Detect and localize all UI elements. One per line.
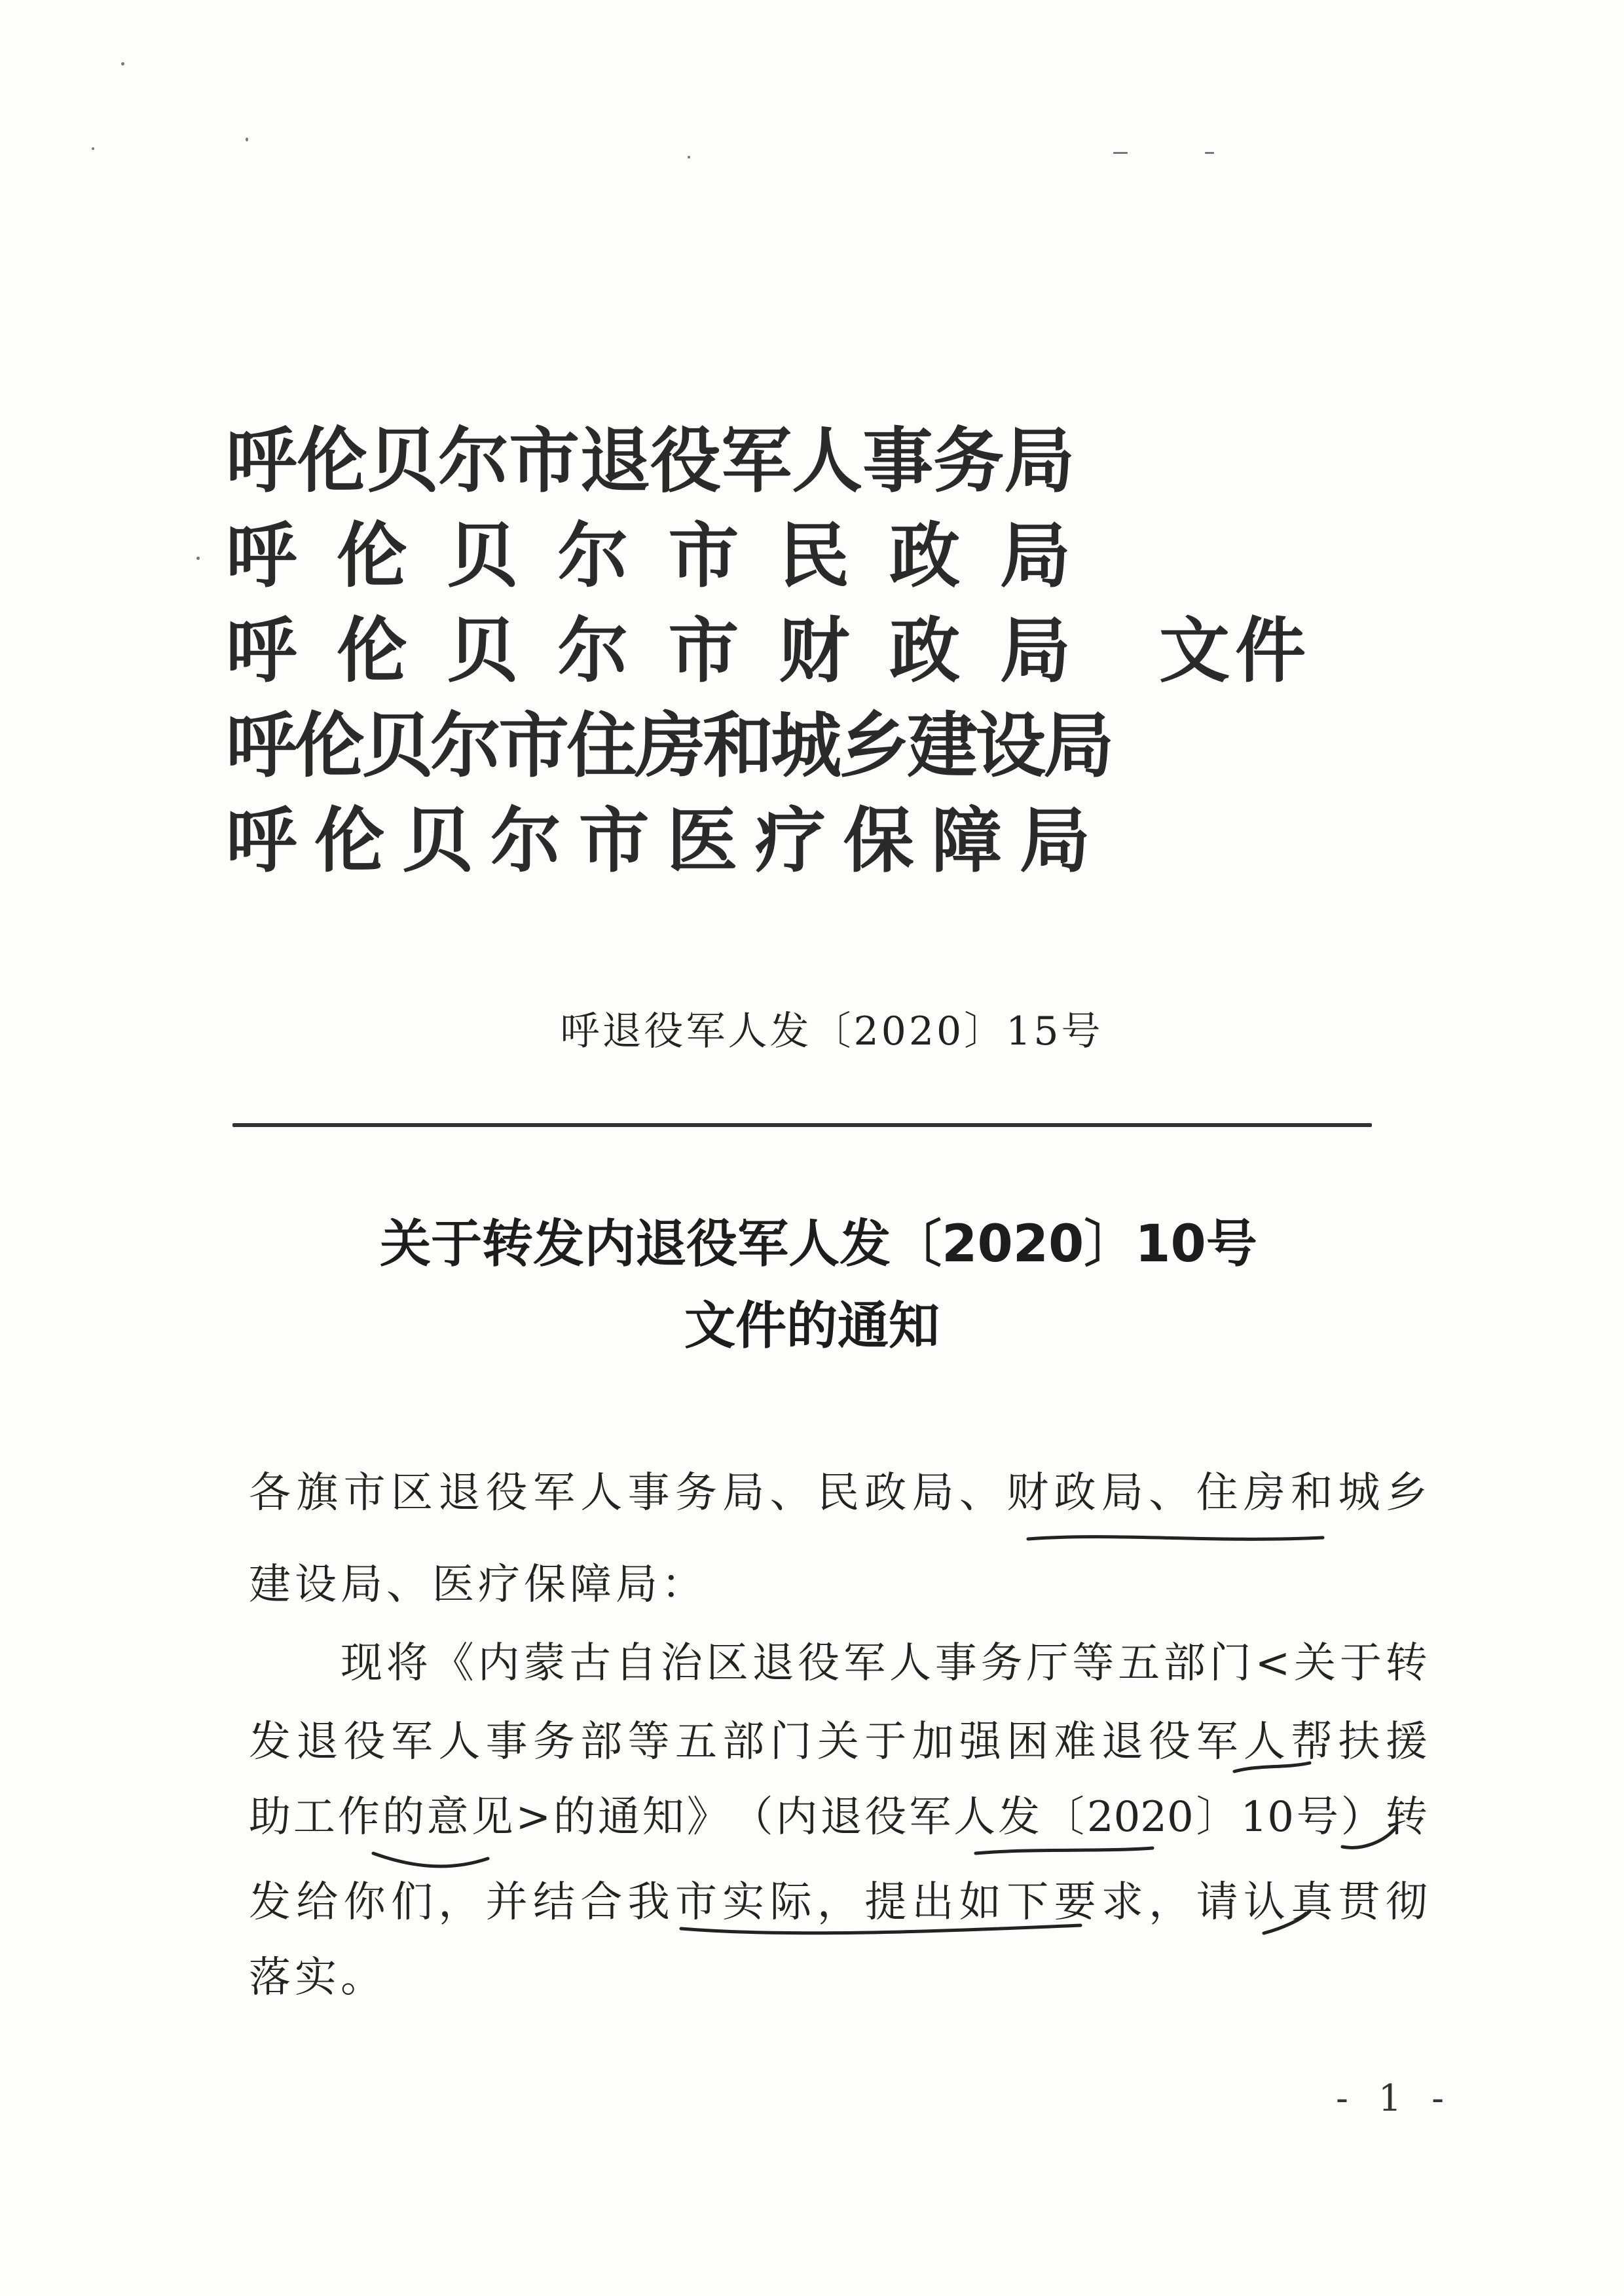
glyph: 伦 — [297, 420, 368, 502]
pen-underline — [373, 1853, 488, 1866]
glyph: 蒙 — [523, 1639, 566, 1688]
glyph: 障 — [931, 800, 1003, 882]
glyph: 治 — [660, 1639, 703, 1688]
glyph: 军 — [1196, 1718, 1238, 1766]
glyph: 乡 — [839, 705, 908, 787]
glyph: 财 — [1006, 1469, 1049, 1517]
glyph: 市 — [578, 800, 650, 882]
glyph: 人 — [953, 1793, 996, 1842]
glyph: 五 — [1118, 1639, 1160, 1688]
glyph: 役 — [798, 1639, 840, 1688]
glyph: 强 — [959, 1718, 1001, 1766]
glyph: （ — [731, 1793, 773, 1842]
glyph: 于 — [1339, 1639, 1382, 1688]
glyph: 乡 — [1385, 1469, 1428, 1517]
glyph: 于 — [864, 1718, 907, 1766]
document-title-line-1: 关于转发内退役军人发〔2020〕10号 — [380, 1215, 1257, 1274]
glyph: 帮 — [1291, 1718, 1333, 1766]
header-divider-line — [232, 1123, 1372, 1127]
glyph: < — [1255, 1639, 1291, 1688]
glyph: 局 — [999, 515, 1071, 597]
glyph: 役 — [650, 420, 722, 502]
glyph: 、 — [1149, 1469, 1191, 1517]
glyph: 市 — [498, 705, 567, 787]
glyph: 务 — [980, 1639, 1023, 1688]
glyph: 旗 — [296, 1469, 339, 1517]
glyph: 役 — [485, 1469, 528, 1517]
glyph: 退 — [752, 1639, 794, 1688]
glyph: 局 — [1101, 1469, 1143, 1517]
glyph: 下 — [1006, 1878, 1049, 1927]
pen-underline — [1028, 1537, 1323, 1540]
glyph: ， — [438, 1878, 481, 1927]
glyph: 结 — [532, 1878, 575, 1927]
glyph: 提 — [864, 1878, 907, 1927]
glyph: 呼 — [226, 800, 297, 882]
glyph: 区 — [390, 1469, 433, 1517]
glyph: 伦 — [336, 610, 407, 692]
glyph: 伦 — [336, 515, 407, 597]
glyph: 扶 — [1338, 1718, 1380, 1766]
glyph: 役 — [864, 1793, 907, 1842]
scan-speck — [92, 147, 94, 150]
glyph: 呼 — [226, 610, 297, 692]
glyph: 住 — [566, 705, 635, 787]
glyph: 彻 — [1385, 1878, 1428, 1927]
glyph: 军 — [390, 1718, 433, 1766]
glyph: 房 — [1243, 1469, 1285, 1517]
glyph: 尔 — [557, 610, 629, 692]
glyph: 民 — [817, 1469, 859, 1517]
glyph: 市 — [509, 420, 580, 502]
glyph: 市 — [343, 1469, 386, 1517]
glyph: 退 — [820, 1793, 862, 1842]
glyph: 将 — [386, 1639, 428, 1688]
glyph: 事 — [862, 420, 934, 502]
glyph: 际 — [769, 1878, 812, 1927]
glyph: 政 — [889, 610, 961, 692]
glyph: 你 — [343, 1878, 386, 1927]
glyph: 厅 — [1026, 1639, 1069, 1688]
glyph: 转 — [1385, 1639, 1428, 1688]
glyph: 作 — [337, 1793, 380, 1842]
glyph: 门 — [1209, 1639, 1251, 1688]
glyph: 发 — [998, 1793, 1041, 1842]
glyph: 2020 — [1086, 1793, 1194, 1842]
glyph: 市 — [668, 610, 739, 692]
glyph: 民 — [779, 515, 850, 597]
glyph: > — [515, 1793, 551, 1842]
glyph: 通 — [597, 1793, 640, 1842]
glyph: 贝 — [362, 705, 431, 787]
glyph: 部 — [1163, 1639, 1206, 1688]
glyph: 尔 — [490, 800, 561, 882]
glyph: 要 — [1054, 1878, 1096, 1927]
glyph: 务 — [674, 1469, 717, 1517]
glyph: 10 — [1240, 1793, 1294, 1842]
glyph: 医 — [667, 800, 738, 882]
document-title-line-2: 文件的通知 — [684, 1297, 940, 1356]
glyph: 军 — [843, 1639, 886, 1688]
glyph: 退 — [296, 1718, 339, 1766]
document-number: 呼退役军人发〔2020〕15号 — [560, 1009, 1103, 1054]
glyph: ） — [1340, 1793, 1383, 1842]
paragraph-line — [341, 1634, 1428, 1693]
paragraph-line — [249, 1873, 1428, 1932]
glyph: 内 — [775, 1793, 818, 1842]
glyph: 内 — [477, 1639, 520, 1688]
glyph: 实 — [722, 1878, 765, 1927]
glyph: ， — [817, 1878, 859, 1927]
glyph: 并 — [485, 1878, 528, 1927]
glyph: 意 — [426, 1793, 469, 1842]
glyph: 贝 — [367, 420, 439, 502]
glyph: 号 — [1296, 1793, 1338, 1842]
glyph: 求 — [1101, 1878, 1143, 1927]
glyph: 军 — [721, 420, 792, 502]
glyph: 认 — [1243, 1878, 1285, 1927]
glyph: 房 — [635, 705, 703, 787]
glyph: 关 — [1294, 1639, 1337, 1688]
glyph: 人 — [438, 1718, 481, 1766]
issuer-line — [226, 704, 1112, 789]
paragraph-line: 落实。 — [249, 1953, 386, 2002]
glyph: 役 — [1149, 1718, 1191, 1766]
glyph: ， — [1149, 1878, 1191, 1927]
glyph: 合 — [580, 1878, 623, 1927]
glyph: 役 — [343, 1718, 386, 1766]
scan-speck — [196, 557, 200, 560]
glyph: 事 — [934, 1639, 977, 1688]
glyph: 工 — [293, 1793, 335, 1842]
addressee-line-1 — [249, 1464, 1428, 1523]
glyph: 局 — [1019, 800, 1090, 882]
glyph: 事 — [485, 1718, 528, 1766]
glyph: 务 — [532, 1718, 575, 1766]
glyph: 的 — [382, 1793, 424, 1842]
document-type-label: 文件 — [1159, 610, 1312, 692]
glyph: 政 — [1054, 1469, 1096, 1517]
glyph: 伦 — [294, 705, 363, 787]
scan-speck — [1113, 152, 1128, 154]
issuer-line — [226, 514, 1071, 599]
pen-underline — [976, 1848, 1153, 1853]
glyph: 呼 — [226, 705, 295, 787]
glyph: 贝 — [447, 610, 518, 692]
glyph: 市 — [668, 515, 739, 597]
glyph: 和 — [1291, 1469, 1333, 1517]
scan-speck — [246, 138, 248, 141]
glyph: 财 — [779, 610, 850, 692]
glyph: 真 — [1291, 1878, 1333, 1927]
glyph: 尔 — [430, 705, 499, 787]
glyph: 呼 — [226, 515, 297, 597]
scan-speck — [688, 156, 690, 158]
glyph: 务 — [933, 420, 1005, 502]
glyph: 市 — [674, 1878, 717, 1927]
issuer-line — [226, 799, 1090, 884]
glyph: 局 — [1004, 420, 1075, 502]
glyph: 人 — [889, 1639, 931, 1688]
glyph: 政 — [889, 515, 961, 597]
glyph: 军 — [909, 1793, 951, 1842]
glyph: 保 — [843, 800, 914, 882]
glyph: 门 — [769, 1718, 812, 1766]
glyph: 古 — [569, 1639, 612, 1688]
glyph: 困 — [1006, 1718, 1049, 1766]
glyph: 事 — [627, 1469, 670, 1517]
glyph: 转 — [1385, 1793, 1428, 1842]
glyph: 助 — [249, 1793, 291, 1842]
glyph: 《 — [432, 1639, 474, 1688]
glyph: 知 — [642, 1793, 684, 1842]
glyph: 军 — [532, 1469, 575, 1517]
glyph: 援 — [1385, 1718, 1428, 1766]
glyph: 难 — [1054, 1718, 1096, 1766]
glyph: 呼 — [226, 420, 297, 502]
glyph: 们 — [390, 1878, 433, 1927]
glyph: 、 — [959, 1469, 1001, 1517]
glyph: 局 — [1043, 705, 1112, 787]
glyph: 发 — [249, 1878, 291, 1927]
glyph: 我 — [627, 1878, 670, 1927]
issuer-line — [226, 419, 1075, 504]
glyph: 加 — [912, 1718, 954, 1766]
glyph: 〔 — [1042, 1793, 1084, 1842]
glyph: 人 — [580, 1469, 623, 1517]
glyph: 退 — [580, 420, 651, 502]
glyph: 退 — [438, 1469, 481, 1517]
glyph: 五 — [674, 1718, 717, 1766]
glyph: 尔 — [438, 420, 509, 502]
glyph: 见 — [471, 1793, 513, 1842]
glyph: 如 — [959, 1878, 1001, 1927]
scan-speck — [121, 62, 124, 65]
glyph: 部 — [580, 1718, 623, 1766]
glyph: 城 — [1338, 1469, 1380, 1517]
scan-speck — [1205, 152, 1214, 154]
glyph: 城 — [771, 705, 840, 787]
glyph: 等 — [1072, 1639, 1115, 1688]
glyph: 各 — [249, 1469, 291, 1517]
page-number: - 1 - — [1336, 2077, 1454, 2120]
issuer-line — [226, 609, 1071, 694]
glyph: 局 — [722, 1469, 765, 1517]
addressee-line-2: 建设局、医疗保障局： — [249, 1561, 707, 1609]
glyph: 贯 — [1338, 1878, 1380, 1927]
glyph: 自 — [614, 1639, 657, 1688]
glyph: 局 — [999, 610, 1071, 692]
paragraph-line — [249, 1788, 1428, 1847]
glyph: 》 — [686, 1793, 729, 1842]
glyph: 现 — [341, 1639, 382, 1688]
paragraph-line — [249, 1713, 1428, 1771]
glyph: 住 — [1196, 1469, 1238, 1517]
glyph: 发 — [249, 1718, 291, 1766]
glyph: 尔 — [557, 515, 629, 597]
glyph: 贝 — [402, 800, 473, 882]
glyph: 人 — [1243, 1718, 1285, 1766]
glyph: 〕 — [1196, 1793, 1238, 1842]
glyph: 的 — [553, 1793, 595, 1842]
glyph: 给 — [296, 1878, 339, 1927]
glyph: 建 — [907, 705, 976, 787]
glyph: 出 — [912, 1878, 954, 1927]
glyph: 疗 — [754, 800, 826, 882]
glyph: 局 — [912, 1469, 954, 1517]
glyph: 设 — [975, 705, 1044, 787]
glyph: 贝 — [447, 515, 518, 597]
glyph: 和 — [703, 705, 771, 787]
glyph: 等 — [627, 1718, 670, 1766]
glyph: 政 — [864, 1469, 907, 1517]
glyph: 区 — [706, 1639, 748, 1688]
glyph: 、 — [769, 1469, 812, 1517]
glyph: 人 — [792, 420, 863, 502]
glyph: 退 — [1101, 1718, 1143, 1766]
glyph: 请 — [1196, 1878, 1238, 1927]
glyph: 伦 — [314, 800, 385, 882]
glyph: 关 — [817, 1718, 859, 1766]
glyph: 部 — [722, 1718, 765, 1766]
